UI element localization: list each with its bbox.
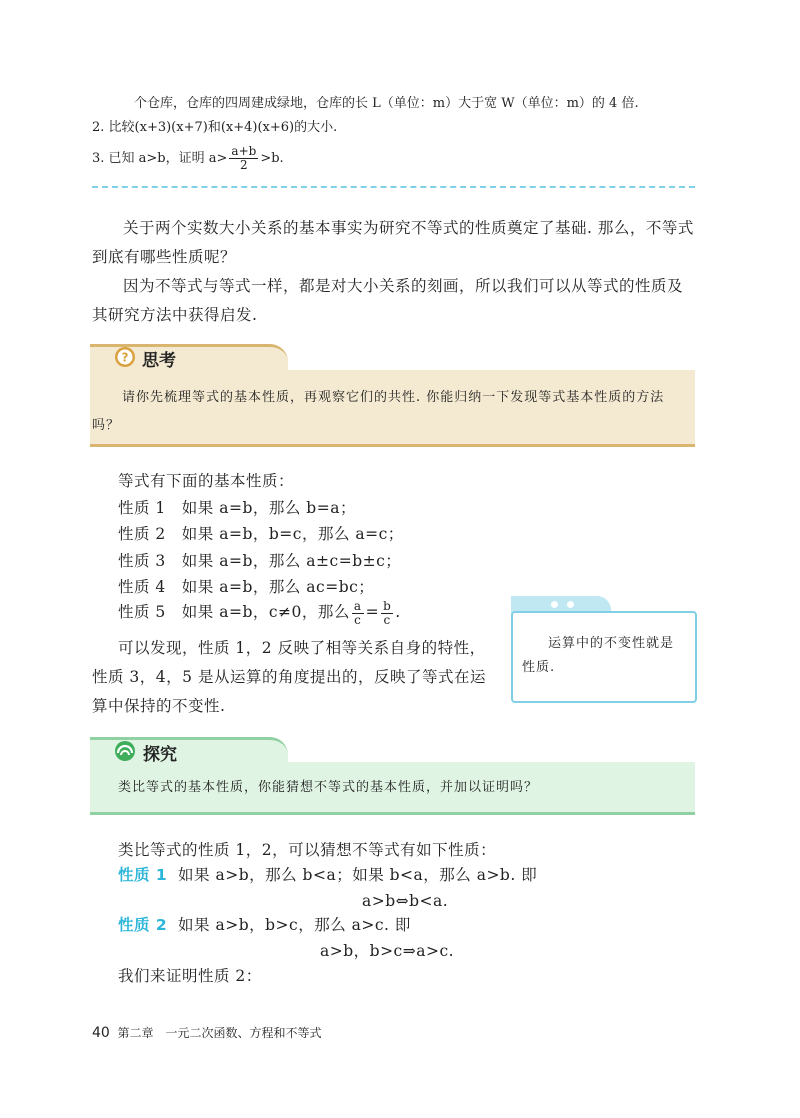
- section-divider: [92, 186, 695, 188]
- page-footer: [92, 1024, 321, 1041]
- exercise-3: [92, 145, 692, 172]
- note-dot: [567, 601, 574, 608]
- fraction-numerator: a+b: [231, 144, 257, 158]
- prop-5-fraction-1: [352, 600, 364, 627]
- page-number: 40: [92, 1025, 110, 1041]
- fraction-denominator: c: [354, 612, 362, 627]
- prop-5-prefix: 性质 5 如果 a=b，c≠0，那么: [118, 603, 350, 621]
- fraction-numerator: a: [353, 598, 362, 613]
- equality-prop-3: 性质 3 如果 a=b，那么 a±c=b±c；: [118, 552, 402, 570]
- intro-paragraph-1: 关于两个实数大小关系的基本事实为研究不等式的性质奠定了基础. 那么，不等式到底有哪些性质呢？: [92, 219, 694, 266]
- inequality-prop-1: [118, 861, 537, 890]
- chapter-title: 第二章 一元二次函数、方程和不等式: [117, 1026, 322, 1040]
- equality-prop-5: [118, 598, 401, 627]
- think-text: 请你先梳理等式的基本性质，再观察它们的共性. 你能归纳一下发现等式基本性质的方法吗？: [92, 390, 665, 433]
- note-dot: [551, 601, 558, 608]
- fraction-denominator: 2: [240, 158, 248, 172]
- exercise-2: 2. 比较(x+3)(x+7)和(x+4)(x+6)的大小.: [92, 120, 338, 135]
- exercise-continuation: 个仓库，仓库的四周建成绿地，仓库的长 L（单位：m）大于宽 W（单位：m）的 4 倍.: [134, 96, 639, 111]
- explore-title: 探究: [143, 745, 177, 765]
- explore-text: 类比等式的基本性质，你能猜想不等式的基本性质，并加以证明吗？: [118, 780, 539, 795]
- exercise-3-suffix: >b.: [260, 151, 284, 166]
- fraction-numerator: b: [383, 598, 392, 613]
- intro-paragraph-2: 因为不等式与等式一样，都是对大小关系的刻画，所以我们可以从等式的性质及其研究方法中获得启发.: [92, 277, 684, 324]
- fraction-denominator: c: [383, 612, 391, 627]
- prop-2-label: 性质 2: [118, 916, 168, 934]
- equality-prop-1: 性质 1 如果 a=b，那么 b=a；: [118, 499, 356, 517]
- svg-text:?: ?: [121, 350, 129, 365]
- prop-5-fraction-2: [381, 600, 393, 627]
- equality-summary: 可以发现，性质 1，2 反映了相等关系自身的特性，性质 3，4，5 是从运算的角度提出的，反映了等式在运算中保持的不变性.: [92, 639, 486, 715]
- inequality-prop-2-formula: a>b，b>c⇒a>c.: [320, 942, 455, 960]
- inequality-intro: 类比等式的性质 1，2，可以猜想不等式有如下性质：: [118, 841, 497, 859]
- question-icon: [114, 346, 136, 368]
- think-title: 思考: [142, 351, 176, 371]
- inequality-prop-2: [118, 911, 411, 940]
- prop-2-text: 如果 a>b，b>c，那么 a>c. 即: [178, 916, 411, 934]
- prop-1-text: 如果 a>b，那么 b<a；如果 b<a，那么 a>b. 即: [178, 866, 538, 884]
- explore-icon: [113, 740, 137, 762]
- proof-intro: 我们来证明性质 2：: [118, 967, 262, 985]
- prop-5-end: .: [395, 603, 401, 621]
- exercise-3-prefix: 3. 已知 a>b，证明 a>: [92, 151, 228, 166]
- equality-heading: 等式有下面的基本性质：: [118, 472, 295, 490]
- inequality-prop-1-formula: a>b⇔b<a.: [362, 892, 449, 910]
- equality-prop-2: 性质 2 如果 a=b，b=c，那么 a=c；: [118, 525, 404, 543]
- exercise-3-fraction: [229, 145, 258, 172]
- equality-prop-4: 性质 4 如果 a=b，那么 ac=bc；: [118, 578, 375, 596]
- prop-1-label: 性质 1: [118, 866, 168, 884]
- prop-5-equals: =: [365, 603, 380, 621]
- side-note-text: 运算中的不变性就是性质.: [522, 636, 675, 675]
